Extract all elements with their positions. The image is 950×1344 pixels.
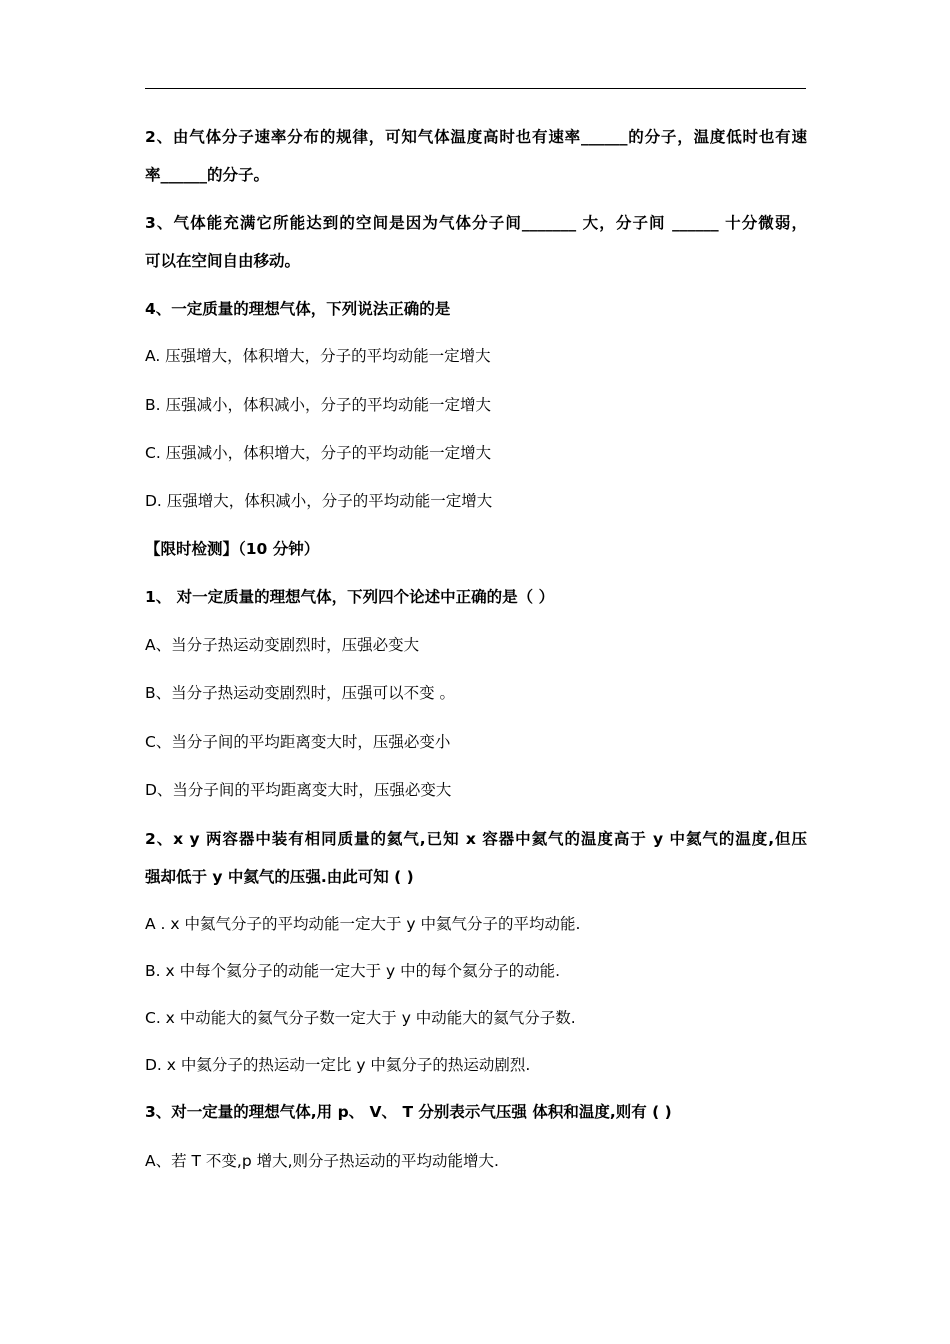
section-heading-timed-test: 【限时检测】（10 分钟） [145,540,320,558]
question-3-line-2: 可以在空间自由移动。 [145,252,301,270]
question-2-line-2: 率______的分子。 [145,166,270,184]
test-question-3-option-a: A、若 T 不变,p 增大,则分子热运动的平均动能增大. [145,1152,499,1170]
question-4-option-b: B. 压强减小，体积减小，分子的平均动能一定增大 [145,396,491,414]
question-4-option-a: A. 压强增大，体积增大，分子的平均动能一定增大 [145,347,491,365]
test-question-2-option-d: D. x 中氦分子的热运动一定比 y 中氦分子的热运动剧烈. [145,1056,531,1074]
question-4-stem: 4、一定质量的理想气体，下列说法正确的是 [145,300,451,318]
question-2-line-1: 2、由气体分子速率分布的规律，可知气体温度高时也有速率______的分子，温度低时也有速 [145,128,807,146]
test-question-2-option-b: B. x 中每个氦分子的动能一定大于 y 中的每个氦分子的动能. [145,962,561,980]
test-question-2-option-c: C. x 中动能大的氦气分子数一定大于 y 中动能大的氦气分子数. [145,1009,576,1027]
test-question-1-option-b: B、当分子热运动变剧烈时，压强可以不变 。 [145,684,456,702]
test-question-2-line-1: 2、x y 两容器中装有相同质量的氦气,已知 x 容器中氦气的温度高于 y 中氦气的温度,但压 [145,830,807,848]
header-rule [145,88,806,89]
question-3-line-1: 3、气体能充满它所能达到的空间是因为气体分子间_______ 大，分子间 ______ 十分微弱， [145,214,807,232]
test-question-1-option-c: C、当分子间的平均距离变大时，压强必变小 [145,733,451,751]
test-question-2-option-a: A . x 中氦气分子的平均动能一定大于 y 中氦气分子的平均动能. [145,915,581,933]
question-4-option-d: D. 压强增大，体积减小，分子的平均动能一定增大 [145,492,493,510]
test-question-1-option-a: A、当分子热运动变剧烈时，压强必变大 [145,636,420,654]
test-question-1-option-d: D、当分子间的平均距离变大时，压强必变大 [145,781,452,799]
test-question-1-stem: 1、 对一定质量的理想气体，下列四个论述中正确的是（ ） [145,588,555,606]
question-4-option-c: C. 压强减小，体积增大，分子的平均动能一定增大 [145,444,492,462]
test-question-3-stem: 3、对一定量的理想气体,用 p、 V、 T 分别表示气压强 体积和温度,则有 ( ) [145,1103,672,1121]
test-question-2-line-2: 强却低于 y 中氦气的压强.由此可知 ( ) [145,868,414,886]
